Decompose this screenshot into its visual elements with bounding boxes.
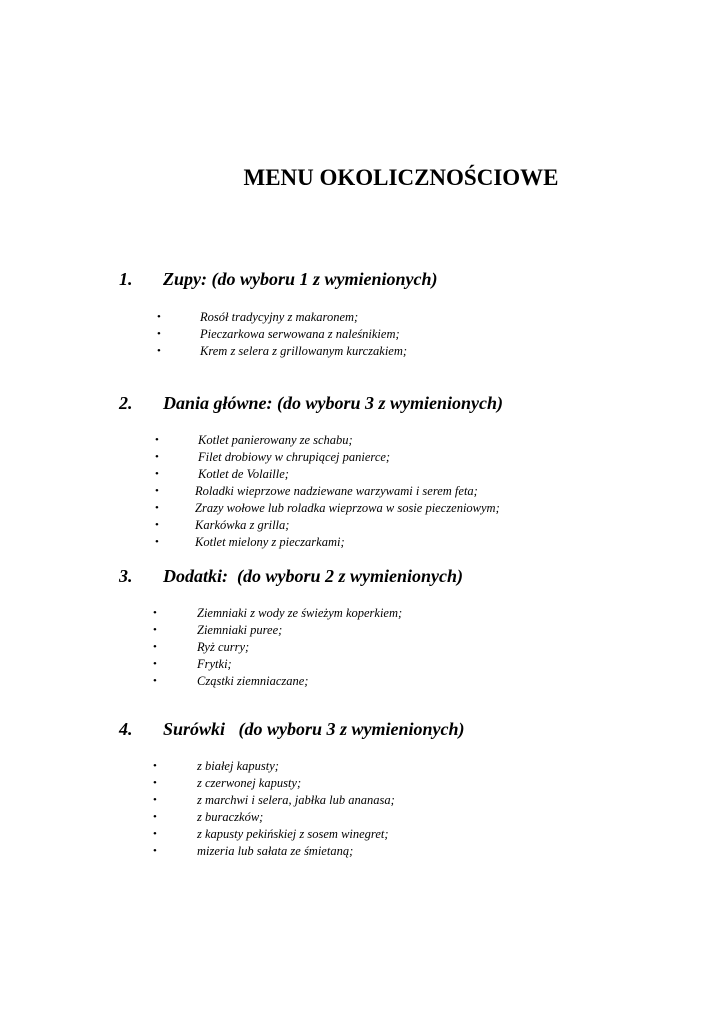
section-title: Dania główne: (do wyboru 3 z wymienionych) [163,393,504,413]
section-title: Zupy: (do wyboru 1 z wymienionych) [163,269,438,289]
list-item [0,466,724,483]
list-item [0,534,724,551]
section-side-dishes [0,563,724,690]
item-text: Roladki wieprzowe nadziewane warzywami i serem feta; [195,484,478,498]
item-text: Filet drobiowy w chrupiącej panierce; [198,450,391,464]
item-text: Ryż curry; [197,640,250,654]
list-item [0,343,724,360]
section-heading [0,266,724,292]
bullet-icon: • [153,658,157,670]
bullet-icon: • [153,828,157,840]
list-item [0,605,724,622]
item-text: Kotlet de Volaille; [198,467,289,481]
item-text: Cząstki ziemniaczane; [197,674,309,688]
list-item [0,500,724,517]
bullet-icon: • [153,641,157,653]
bullet-icon: • [153,760,157,772]
item-text: Frytki; [197,657,232,671]
side-dish-list [0,605,724,690]
list-item [0,639,724,656]
section-title: Dodatki: (do wyboru 2 z wymienionych) [163,566,463,586]
bullet-icon: • [157,311,161,323]
list-item [0,775,724,792]
bullet-icon: • [153,624,157,636]
item-text: z marchwi i selera, jabłka lub ananasa; [197,793,395,807]
soup-list [0,309,724,360]
item-text: Pieczarkowa serwowana z naleśnikiem; [200,327,400,341]
list-item [0,792,724,809]
section-number: 1. [119,269,133,289]
bullet-icon: • [155,519,159,531]
bullet-icon: • [157,345,161,357]
list-item [0,622,724,639]
list-item [0,826,724,843]
item-text: z czerwonej kapusty; [197,776,302,790]
section-heading [0,716,724,742]
list-item [0,449,724,466]
section-title: Surówki (do wyboru 3 z wymienionych) [163,719,465,739]
section-number: 2. [119,393,133,413]
bullet-icon: • [153,845,157,857]
bullet-icon: • [155,485,159,497]
bullet-icon: • [155,536,159,548]
list-item [0,809,724,826]
item-text: z białej kapusty; [197,759,279,773]
bullet-icon: • [157,328,161,340]
bullet-icon: • [155,468,159,480]
bullet-icon: • [153,811,157,823]
item-text: Krem z selera z grillowanym kurczakiem; [200,344,408,358]
item-text: Ziemniaki puree; [197,623,283,637]
list-item [0,843,724,860]
bullet-icon: • [153,794,157,806]
list-item [0,326,724,343]
item-text: Kotlet mielony z pieczarkami; [195,535,345,549]
bullet-icon: • [153,675,157,687]
item-text: Karkówka z grilla; [195,518,290,532]
section-heading [0,563,724,589]
bullet-icon: • [155,434,159,446]
section-heading [0,390,724,416]
section-number: 3. [119,566,133,586]
item-text: Zrazy wołowe lub roladka wieprzowa w sosie pieczeniowym; [195,501,500,515]
list-item [0,309,724,326]
bullet-icon: • [155,502,159,514]
section-soups [0,266,724,360]
page-title: MENU OKOLICZNOŚCIOWE [243,165,559,190]
list-item [0,432,724,449]
main-dish-list [0,432,724,551]
list-item [0,517,724,534]
bullet-icon: • [153,777,157,789]
list-item [0,483,724,500]
item-text: z buraczków; [197,810,264,824]
item-text: Rosół tradycyjny z makaronem; [200,310,359,324]
section-salads [0,716,724,860]
item-text: Kotlet panierowany ze schabu; [198,433,353,447]
list-item [0,758,724,775]
bullet-icon: • [153,607,157,619]
item-text: z kapusty pekińskiej z sosem winegret; [197,827,389,841]
bullet-icon: • [155,451,159,463]
list-item [0,673,724,690]
section-number: 4. [119,719,133,739]
item-text: Ziemniaki z wody ze świeżym koperkiem; [197,606,403,620]
list-item [0,656,724,673]
item-text: mizeria lub sałata ze śmietaną; [197,844,354,858]
section-main-dishes [0,390,724,551]
salad-list [0,758,724,860]
